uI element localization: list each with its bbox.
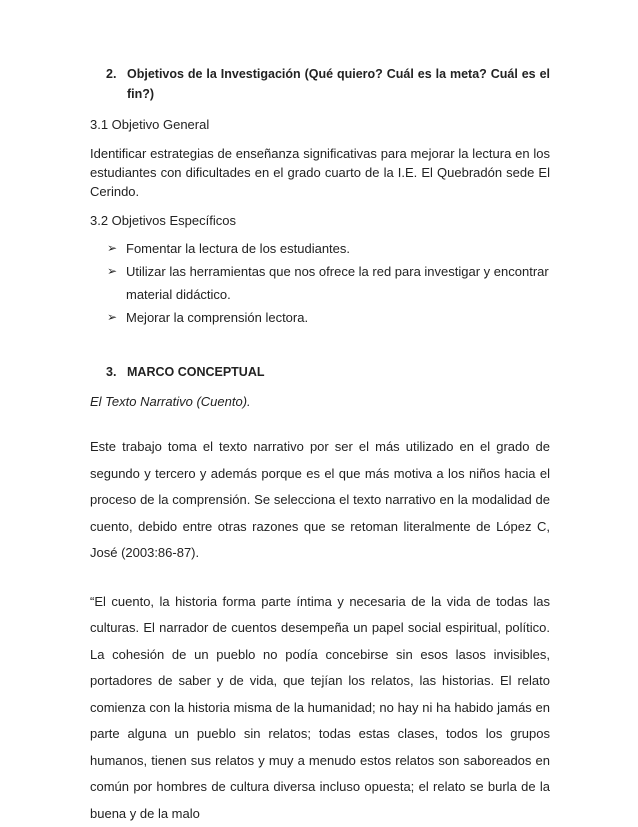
document-page [90,64,550,827]
section-3-number: 3. [106,362,127,382]
list-item [107,237,550,260]
list-item [107,260,550,306]
list-item [107,306,550,329]
objetivos-especificos-heading: 3.2 Objetivos Específicos [90,211,550,231]
marco-subtitle: El Texto Narrativo (Cuento). [90,392,550,412]
arrow-bullet-icon: ➢ [107,306,126,329]
marco-paragraph-2: “El cuento, la historia forma parte íntima y necesaria de la vida de todas las culturas. El narrador de cuentos desempeña un papel social espiritual, político. La cohesión de un pueblo no podía concebirse sin esos lasos invisibles, portadores de saber y de vida, que tejían los relatos, las historias. El relato comienza con la historia misma de la humanidad; no hay ni ha habido jamás en parte alguna un pueblo sin relatos; todas estas clases, todos los grupos humanos, tienen sus relatos y muy a menudo estos relatos son saboreados en común por hombres de cultura diversa incluso opuesta; el relato se burla de la buena y de la malo [90,589,550,827]
arrow-bullet-icon: ➢ [107,237,126,260]
section-3-title: MARCO CONCEPTUAL [127,362,550,382]
list-item-text: Fomentar la lectura de los estudiantes. [126,237,550,260]
marco-paragraph-1: Este trabajo toma el texto narrativo por ser el más utilizado en el grado de segundo y tercero y además porque es el que más motiva a los niños hacia el proceso de la comprensión. Se selecciona el texto narrativo en la modalidad de cuento, debido entre otras razones que se retoman literalmente de López C, José (2003:86-87). [90,434,550,567]
list-item-text: Utilizar las herramientas que nos ofrece la red para investigar y encontrar material didáctico. [126,260,550,306]
section-3-heading [106,362,550,382]
arrow-bullet-icon: ➢ [107,260,126,306]
section-2-heading [106,64,550,104]
section-2-title: Objetivos de la Investigación (Qué quiero? Cuál es la meta? Cuál es el fin?) [127,64,550,104]
list-item-text: Mejorar la comprensión lectora. [126,306,550,329]
objetivo-general-heading: 3.1 Objetivo General [90,115,550,135]
objetivo-general-text: Identificar estrategias de enseñanza significativas para mejorar la lectura en los estudiantes con dificultades en el grado cuarto de la I.E. El Quebradón sede El Cerindo. [90,144,550,201]
objetivos-especificos-list [90,237,550,329]
section-2-number: 2. [106,64,127,104]
